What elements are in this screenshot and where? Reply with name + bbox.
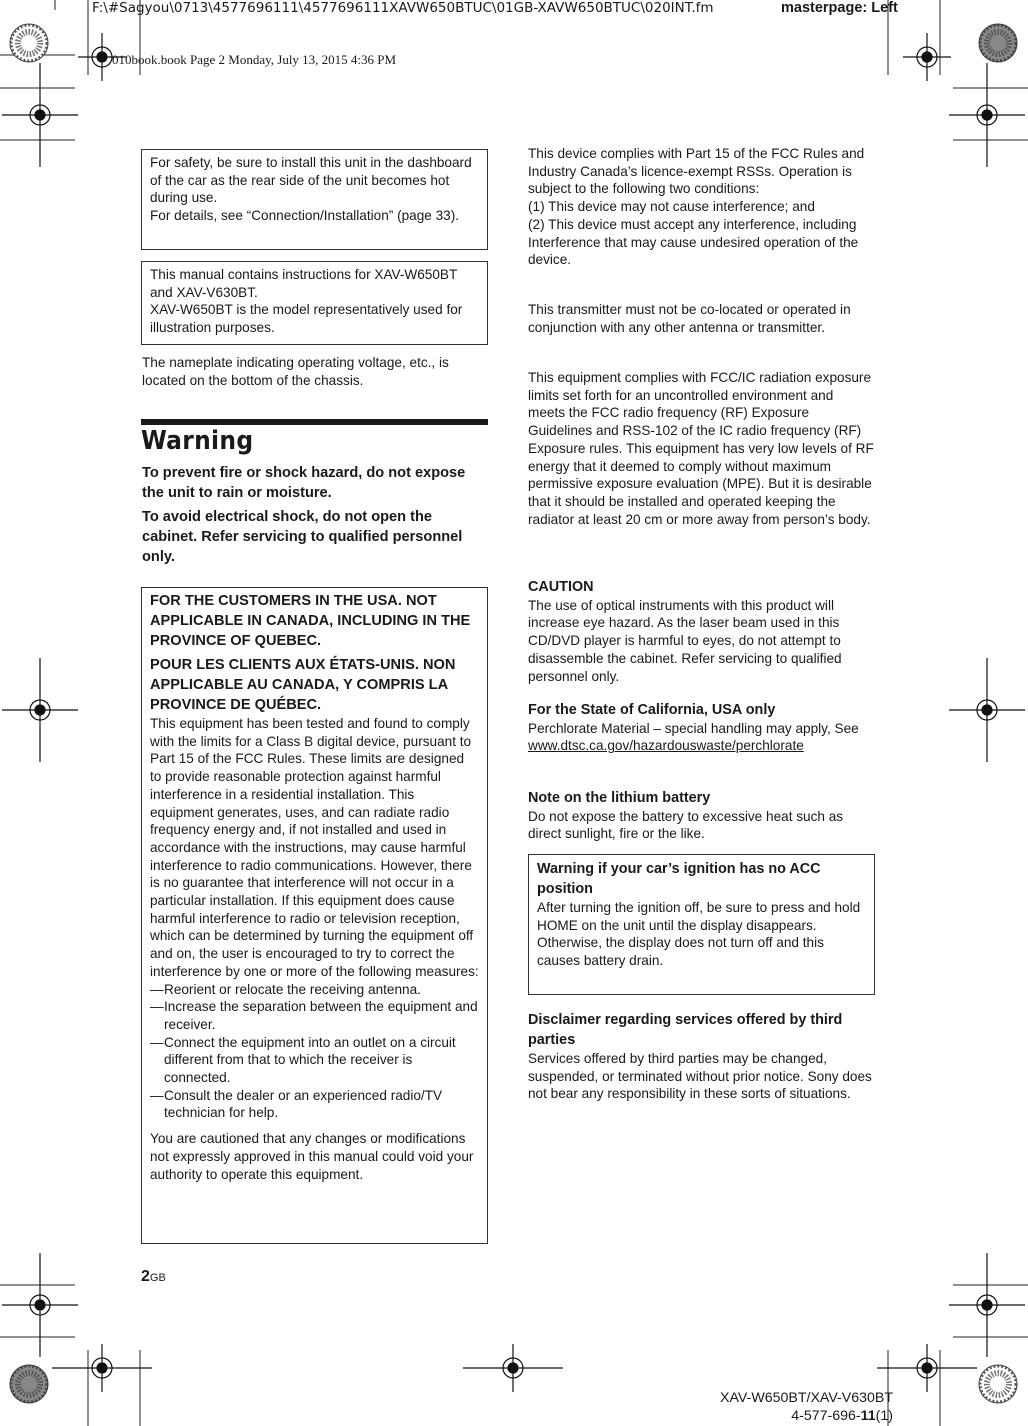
disclaimer-section — [528, 1010, 874, 1103]
acc-warning-consequence: Otherwise, the display does not turn off and this causes battery drain. — [537, 935, 824, 969]
fcc-notice-box — [141, 587, 488, 1244]
acc-warning-body: After turning the ignition off, be sure to press and hold HOME on the unit until the display disappears. — [537, 900, 861, 933]
california-section — [528, 702, 874, 755]
disclaimer-body: Services offered by third parties may be changed, suspended, or terminated without prior notice. Sony does not bear any responsibility in these sorts of situations. — [528, 1051, 872, 1102]
part15-condition-2: (2) This device must accept any interference, including Interference that may cause undesired operation of the device. — [528, 216, 859, 268]
acc-warning-box — [528, 854, 875, 995]
part15-intro: This device complies with Part 15 of the FCC Rules and Industry Canada’s licence-exempt RSSs. Operation is subject to the following two conditions: — [528, 146, 865, 197]
page-number-suffix: GB — [149, 1272, 166, 1284]
manual-models-text: This manual contains instructions for XAV-W650BT and XAV-V630BT. — [150, 267, 458, 300]
fcc-heading-french: POUR LES CLIENTS AUX ÉTATS-UNIS. NON APPLICABLE AU CANADA, Y COMPRIS LA PROVINCE DE QUÉBEC. — [150, 657, 456, 713]
warning-title: Warning — [141, 426, 254, 456]
footer-model: XAV-W650BT/XAV-V630BT — [720, 1390, 893, 1406]
fcc-body: This equipment has been tested and found to comply with the limits for a Class B digital device, pursuant to Part 15 of the FCC Rules. These limits are designed to provide reasonable protection against harmful interference in a residential installation. This equipment generates, uses, and can radiate radio frequency energy and, if not installed and used in accordance with the instructions, may cause harmful interference to radio communications. However, there is no guarantee that interference will not occur in a particular installation. If this equipment does cause harmful interference to radio or television reception, which can be determined by turning the equipment off and on, the user is encouraged to try to correct the interference by one or more of the following measures: — [150, 716, 479, 979]
book-info: 010book.book Page 2 Monday, July 13, 2015 4:36 PM — [112, 52, 397, 67]
fcc-caution-text: You are cautioned that any changes or modifications not expressly approved in this manual could void your authority to operate this equipment. — [150, 1131, 474, 1182]
part15-condition-1: (1) This device may not cause interference; and — [528, 199, 815, 215]
california-title: For the State of California, USA only — [528, 702, 776, 718]
footer-code-prefix: 4-577-696- — [791, 1408, 861, 1424]
manual-illustration-text: XAV-W650BT is the model representatively used for illustration purposes. — [150, 302, 463, 336]
safety-notice-reference: For details, see “Connection/Installation” (page 33). — [150, 208, 460, 224]
list-item: — Increase the separation between the equipment and receiver. — [150, 998, 479, 1033]
caution-title: CAUTION — [528, 579, 594, 595]
page-number — [141, 1268, 166, 1286]
safety-notice-box — [141, 149, 488, 250]
nameplate-note: The nameplate indicating operating voltage, etc., is located on the bottom of the chassis. — [142, 355, 449, 388]
warning-electrical-shock: To avoid electrical shock, do not open the cabinet. Refer servicing to qualified personnel only. — [142, 509, 463, 565]
transmitter-note: This transmitter must not be co-located or operated in conjunction with any other antenna or transmitter. — [528, 302, 851, 335]
acc-warning-title: Warning if your car’s ignition has no ACC position — [537, 861, 821, 897]
masterpage-label: masterpage: Left — [781, 0, 898, 16]
part15-section — [528, 145, 874, 269]
fcc-measures-list — [150, 981, 479, 1123]
california-body: Perchlorate Material – special handling may apply, See — [528, 720, 859, 736]
manual-notice-box — [141, 261, 488, 345]
caution-section — [528, 579, 874, 685]
fcc-heading-english: FOR THE CUSTOMERS IN THE USA. NOT APPLICABLE IN CANADA, INCLUDING IN THE PROVINCE OF QUEBEC. — [150, 593, 471, 649]
lithium-body: Do not expose the battery to excessive heat such as direct sunlight, fire or the like. — [528, 808, 844, 842]
list-item: — Consult the dealer or an experienced radio/TV technician for help. — [150, 1087, 479, 1122]
lithium-title: Note on the lithium battery — [528, 790, 711, 806]
footer — [720, 1389, 893, 1425]
list-item: — Reorient or relocate the receiving antenna. — [150, 981, 479, 999]
page-number-value: 2 — [141, 1268, 150, 1285]
disclaimer-title: Disclaimer regarding services offered by third parties — [528, 1012, 843, 1048]
lithium-section — [528, 790, 874, 843]
warning-rule — [141, 419, 488, 425]
warning-fire-shock: To prevent fire or shock hazard, do not expose the unit to rain or moisture. — [142, 465, 466, 501]
footer-code — [720, 1407, 893, 1425]
list-item: — Connect the equipment into an outlet on a circuit different from that to which the receiver is connected. — [150, 1034, 479, 1087]
file-path: F:\#Sagyou\0713\4577696111\4577696111XAVW650BTUC\01GB-XAVW650BTUC\020INT.fm — [92, 0, 714, 16]
footer-code-suffix: (1) — [875, 1408, 893, 1424]
perchlorate-link[interactable]: www.dtsc.ca.gov/hazardouswaste/perchlorate — [528, 738, 804, 754]
footer-code-bold: 11 — [860, 1408, 876, 1424]
radiation-exposure-note: This equipment complies with FCC/IC radiation exposure limits set forth for an uncontrolled environment and meets the FCC radio frequency (RF) Exposure Guidelines and RSS-102 of the IC radio frequency (RF) Exposure rules. This equipment has very low levels of RF energy that it deemed to comply without maximum permissive exposure evaluation (MPE). But it is desirable that it should be installed and operated keeping the radiator at least 20 cm or more away from person’s body. — [528, 370, 874, 527]
caution-body: The use of optical instruments with this product will increase eye hazard. As the laser beam used in this CD/DVD player is harmful to eyes, do not attempt to disassemble the cabinet. Refer servicing to qualified personnel only. — [528, 597, 842, 684]
safety-notice-text: For safety, be sure to install this unit in the dashboard of the car as the rear side of the unit becomes hot during use. — [150, 155, 472, 206]
